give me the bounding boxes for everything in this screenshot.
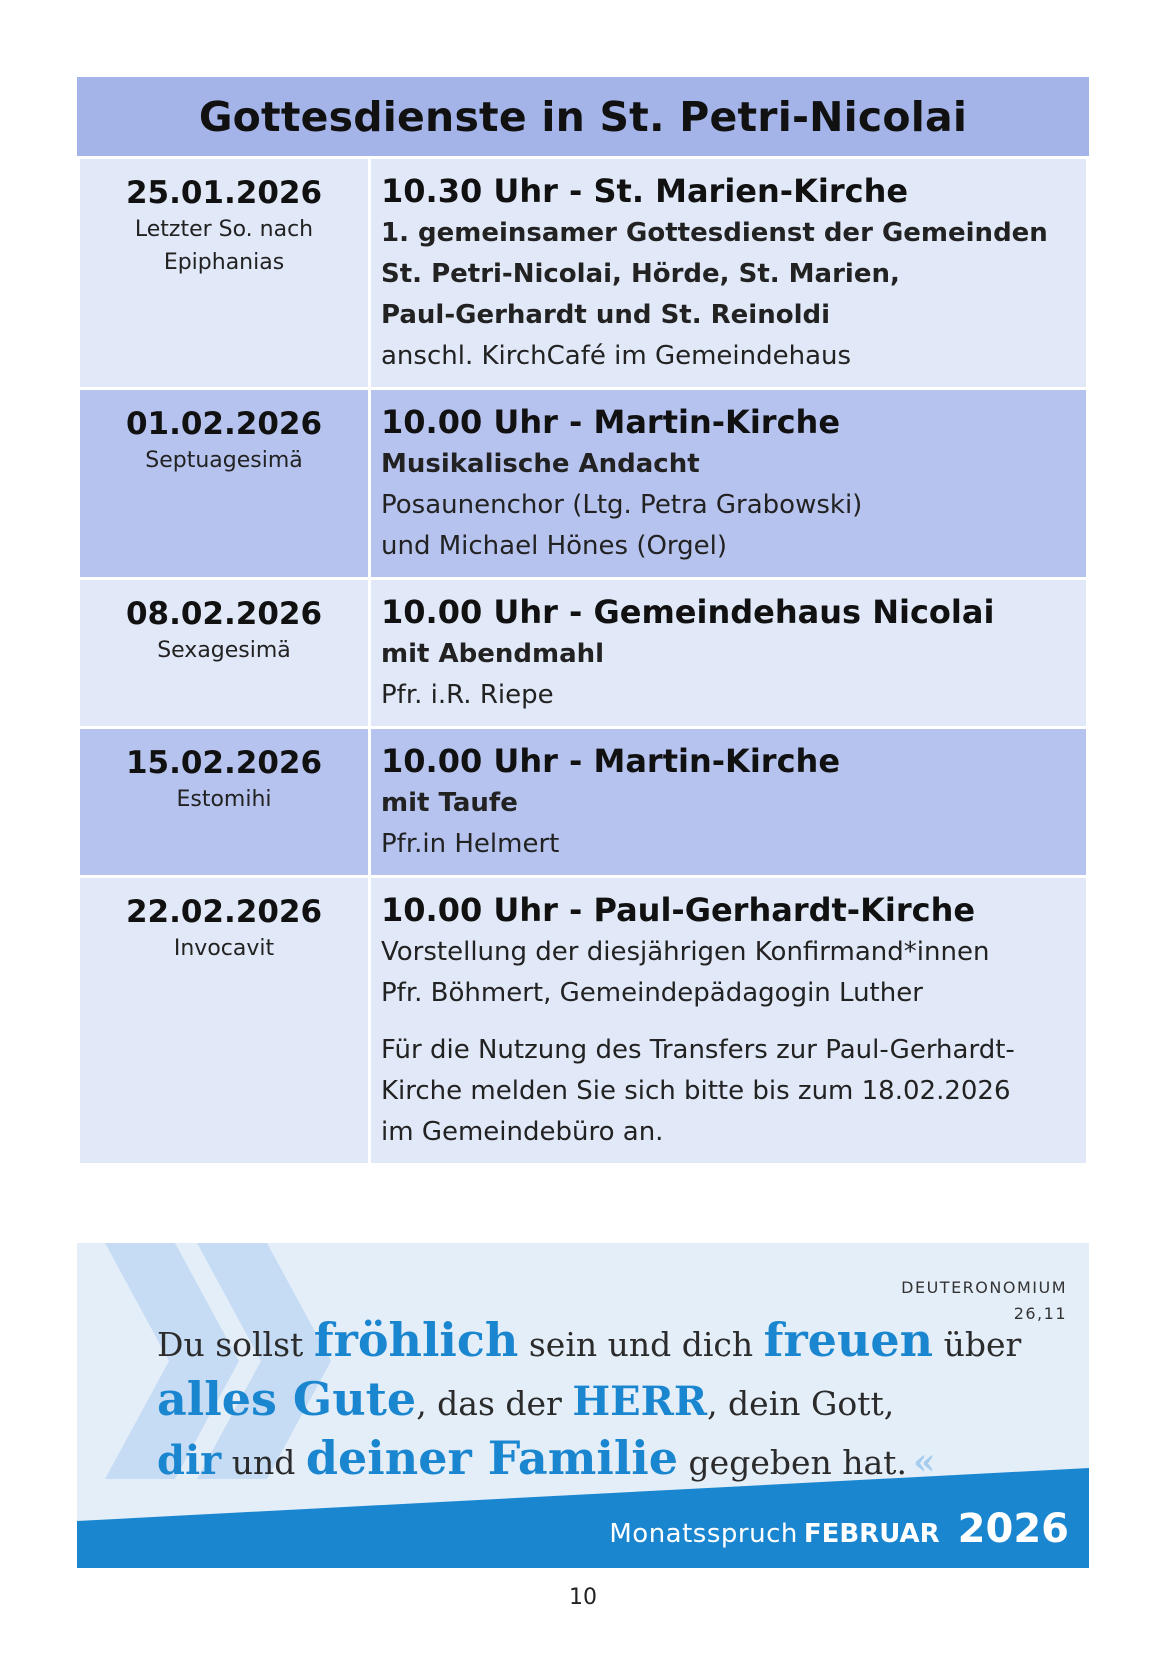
info-cell [370, 579, 1088, 728]
verse-text: Du sollst [157, 1325, 314, 1364]
schedule-title-bar [77, 77, 1089, 156]
service-row [79, 728, 1088, 877]
service-headline: 10.00 Uhr - Martin-Kirche [381, 742, 841, 780]
service-detail: Vorstellung der diesjährigen Konfirmand*innen [381, 937, 990, 967]
date-cell [79, 728, 370, 877]
verse-text: , dein Gott, [707, 1384, 895, 1423]
verse-footer [609, 1506, 1069, 1552]
date-cell [79, 877, 370, 1165]
verse-text: und [221, 1443, 306, 1482]
service-headline: 10.00 Uhr - Martin-Kirche [381, 403, 841, 441]
closing-quote-icon: « [912, 1441, 936, 1483]
sunday-name: Septuagesimä [145, 448, 303, 473]
info-cell [370, 877, 1088, 1165]
sunday-name: Invocavit [173, 936, 275, 961]
verse-line [157, 1431, 1057, 1490]
service-row [79, 389, 1088, 579]
reference-chapter: 26,11 [1013, 1304, 1067, 1323]
footer-label: Monatsspruch [609, 1519, 798, 1549]
sunday-name: Estomihi [176, 787, 272, 812]
service-highlight: Musikalische Andacht [381, 449, 700, 479]
reference-book: DEUTERONOMIUM [901, 1278, 1067, 1297]
service-date: 08.02.2026 [125, 596, 323, 632]
sunday-name: Letzter So. nach Epiphanias [134, 217, 314, 275]
service-highlight: 1. gemeinsamer Gottesdienst der Gemeinden [381, 218, 1048, 248]
service-row [79, 579, 1088, 728]
footer-year: 2026 [957, 1506, 1069, 1552]
date-cell [79, 579, 370, 728]
verse-line [157, 1372, 1057, 1431]
service-detail: anschl. KirchCafé im Gemeindehaus [381, 341, 852, 371]
service-date: 01.02.2026 [125, 406, 323, 442]
page-number: 10 [569, 1585, 597, 1610]
verse-emphasis: alles Gute [157, 1372, 417, 1426]
service-highlight: mit Abendmahl [381, 639, 605, 669]
info-cell [370, 728, 1088, 877]
service-highlight: Paul-Gerhardt und St. Reinoldi [381, 300, 831, 330]
notice-line: Kirche melden Sie sich bitte bis zum 18.02.2026 [381, 1076, 1011, 1106]
service-headline: 10.00 Uhr - Paul-Gerhardt-Kirche [381, 891, 976, 929]
date-cell [79, 389, 370, 579]
verse-emphasis: fröhlich [313, 1313, 519, 1367]
service-headline: 10.30 Uhr - St. Marien-Kirche [381, 172, 909, 210]
notice-line: Für die Nutzung des Transfers zur Paul-Gerhardt- [381, 1035, 1015, 1065]
services-table [77, 156, 1089, 1166]
service-row [79, 158, 1088, 389]
verse-emphasis: freuen [763, 1313, 934, 1367]
verse-line [157, 1313, 1057, 1372]
service-detail: und Michael Hönes (Orgel) [381, 531, 728, 561]
service-highlight: mit Taufe [381, 788, 518, 818]
notice-line: im Gemeindebüro an. [381, 1117, 664, 1147]
verse-text: über [933, 1325, 1022, 1364]
verse-emphasis: deiner Familie [305, 1431, 679, 1485]
service-highlight: St. Petri-Nicolai, Hörde, St. Marien, [381, 259, 900, 289]
service-detail: Pfr.in Helmert [381, 829, 560, 859]
service-detail: Posaunenchor (Ltg. Petra Grabowski) [381, 490, 863, 520]
service-headline: 10.00 Uhr - Gemeindehaus Nicolai [381, 593, 995, 631]
verse-text: gegeben hat. [678, 1443, 907, 1482]
date-cell [79, 158, 370, 389]
service-date: 15.02.2026 [125, 745, 323, 781]
service-date: 25.01.2026 [125, 175, 323, 211]
monthly-verse-banner [77, 1243, 1089, 1568]
info-cell [370, 389, 1088, 579]
verse-emphasis: HERR [572, 1378, 708, 1425]
service-date: 22.02.2026 [125, 894, 323, 930]
info-cell [370, 158, 1088, 389]
verse-text: , das der [416, 1384, 573, 1423]
sunday-name: Sexagesimä [157, 638, 291, 663]
verse-text: sein und dich [518, 1325, 764, 1364]
services-schedule [77, 77, 1089, 1166]
schedule-title: Gottesdienste in St. Petri-Nicolai [198, 92, 968, 141]
service-detail: Pfr. Böhmert, Gemeindepädagogin Luther [381, 978, 923, 1008]
service-row [79, 877, 1088, 1165]
verse-quote [157, 1313, 1057, 1490]
service-detail: Pfr. i.R. Riepe [381, 680, 554, 710]
footer-month: FEBRUAR [803, 1519, 940, 1549]
verse-emphasis: dir [157, 1437, 222, 1484]
transfer-notice [381, 1030, 1078, 1153]
